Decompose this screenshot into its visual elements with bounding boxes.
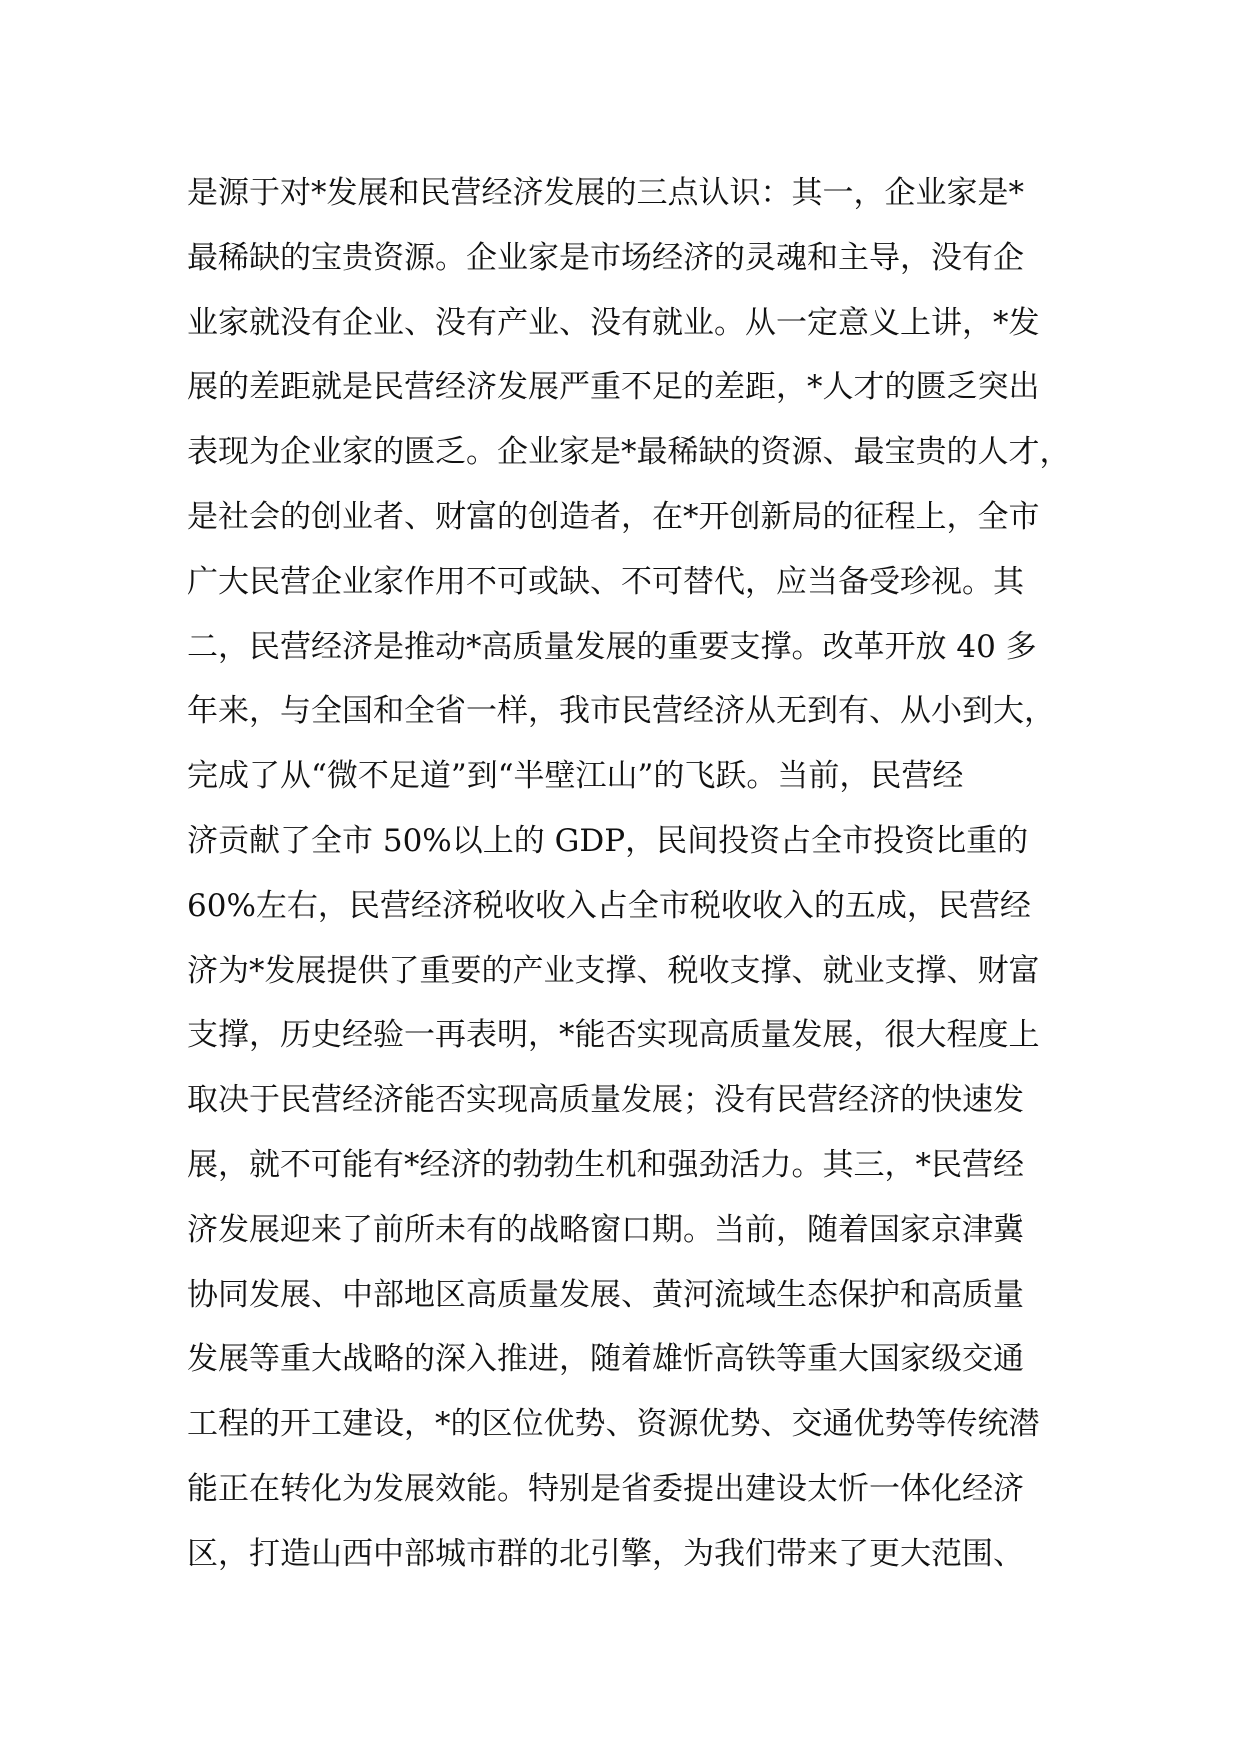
- text-line: 最稀缺的宝贵资源。企业家是市场经济的灵魂和主导，没有企: [187, 239, 1024, 276]
- text-line: 60%左右，民营经济税收收入占全市税收收入的五成，民营经: [187, 887, 1031, 924]
- text-line: 济为*发展提供了重要的产业支撑、税收支撑、就业支撑、财富: [187, 952, 1040, 989]
- text-line: 发展等重大战略的深入推进，随着雄忻高铁等重大国家级交通: [187, 1341, 1024, 1378]
- text-line: 能正在转化为发展效能。特别是省委提出建设太忻一体化经济: [187, 1470, 1024, 1507]
- text-line: 展，就不可能有*经济的勃勃生机和强劲活力。其三，*民营经: [187, 1146, 1024, 1183]
- text-line: 工程的开工建设，*的区位优势、资源优势、交通优势等传统潜: [187, 1406, 1040, 1443]
- text-line: 支撑，历史经验一再表明，*能否实现高质量发展，很大程度上: [187, 1017, 1040, 1054]
- text-line: 表现为企业家的匮乏。企业家是*最稀缺的资源、最宝贵的人才，: [187, 434, 1071, 471]
- text-line: 广大民营企业家作用不可或缺、不可替代，应当备受珍视。其: [187, 563, 1024, 600]
- text-line: 济贡献了全市 50%以上的 GDP，民间投资占全市投资比重的: [187, 822, 1029, 859]
- text-line: 完成了从“微不足道”到“半壁江山”的飞跃。当前，民营经: [187, 758, 964, 795]
- text-line: 展的差距就是民营经济发展严重不足的差距，*人才的匮乏突出: [187, 369, 1040, 406]
- text-line: 业家就没有企业、没有产业、没有就业。从一定意义上讲，*发: [187, 304, 1040, 341]
- body-paragraph: [187, 161, 1087, 1587]
- text-line: 区，打造山西中部城市群的北引擎，为我们带来了更大范围、: [187, 1535, 1024, 1572]
- text-line: 济发展迎来了前所未有的战略窗口期。当前，随着国家京津冀: [187, 1211, 1024, 1248]
- text-line: 取决于民营经济能否实现高质量发展；没有民营经济的快速发: [187, 1082, 1024, 1119]
- text-line: 年来，与全国和全省一样，我市民营经济从无到有、从小到大，: [187, 693, 1055, 730]
- text-line: 是源于对*发展和民营经济发展的三点认识：其一，企业家是*: [187, 175, 1024, 211]
- text-line: 协同发展、中部地区高质量发展、黄河流域生态保护和高质量: [187, 1276, 1024, 1313]
- text-line: 是社会的创业者、财富的创造者，在*开创新局的征程上，全市: [187, 498, 1040, 535]
- text-line: 二，民营经济是推动*高质量发展的重要支撑。改革开放 40 多: [187, 628, 1037, 665]
